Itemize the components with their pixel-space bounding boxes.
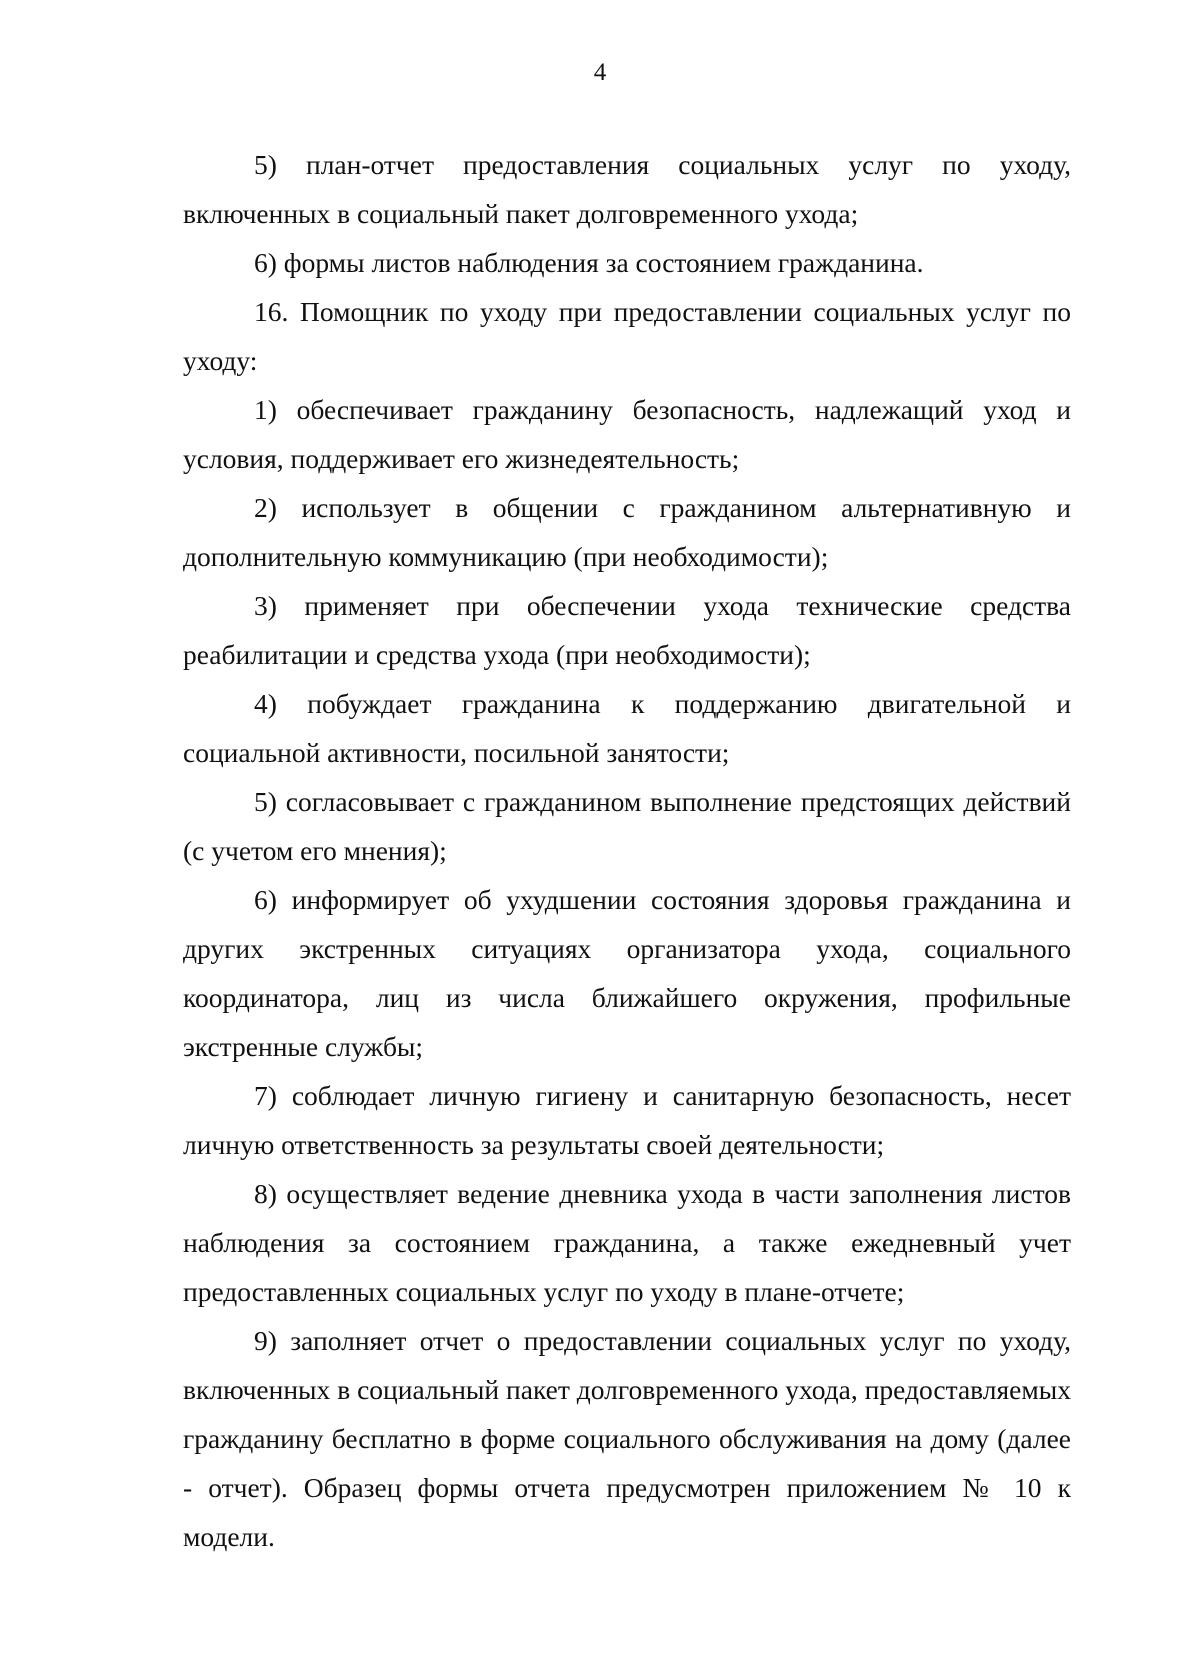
paragraph-duty-6: 6) информирует об ухудшении состояния здоровья гражданина и других экстренных ситуациях организатора ухода, социального координатора, лиц из числа ближайшего окружения, профильные экстренные службы; (183, 884, 1071, 1062)
page-number: 4 (593, 59, 607, 86)
paragraph-item-6-observation-forms: 6) формы листов наблюдения за состоянием гражданина. (254, 247, 924, 278)
paragraph-duty-5: 5) согласовывает с гражданином выполнение предстоящих действий (с учетом его мнения); (183, 786, 1071, 866)
paragraph-duty-7: 7) соблюдает личную гигиену и санитарную безопасность, несет личную ответственность за результаты своей деятельности; (183, 1080, 1071, 1160)
document-body (183, 140, 1071, 1561)
paragraph-section-16: 16. Помощник по уходу при предоставлении социальных услуг по уходу: (183, 296, 1071, 376)
paragraph-duty-1: 1) обеспечивает гражданину безопасность, надлежащий уход и условия, поддерживает его жизнедеятельность; (183, 394, 1071, 474)
paragraph-duty-8: 8) осуществляет ведение дневника ухода в части заполнения листов наблюдения за состоянием гражданина, а также ежедневный учет предоставленных социальных услуг по уходу в плане-отчете; (183, 1178, 1071, 1307)
paragraph-duty-3: 3) применяет при обеспечении ухода технические средства реабилитации и средства ухода (при необходимости); (183, 590, 1071, 670)
paragraph-item-5-plan-report: 5) план-отчет предоставления социальных услуг по уходу, включенных в социальный пакет долговременного ухода; (183, 149, 1071, 229)
paragraph-duty-2: 2) использует в общении с гражданином альтернативную и дополнительную коммуникацию (при необходимости); (183, 492, 1071, 572)
paragraph-duty-4: 4) побуждает гражданина к поддержанию двигательной и социальной активности, посильной занятости; (183, 688, 1071, 768)
paragraph-duty-9: 9) заполняет отчет о предоставлении социальных услуг по уходу, включенных в социальный пакет долговременного ухода, предоставляемых гражданину бесплатно в форме социального обслуживания на дому (далее - отчет). Образец формы отчета предусмотрен приложением № 10 к модели. (183, 1325, 1071, 1552)
